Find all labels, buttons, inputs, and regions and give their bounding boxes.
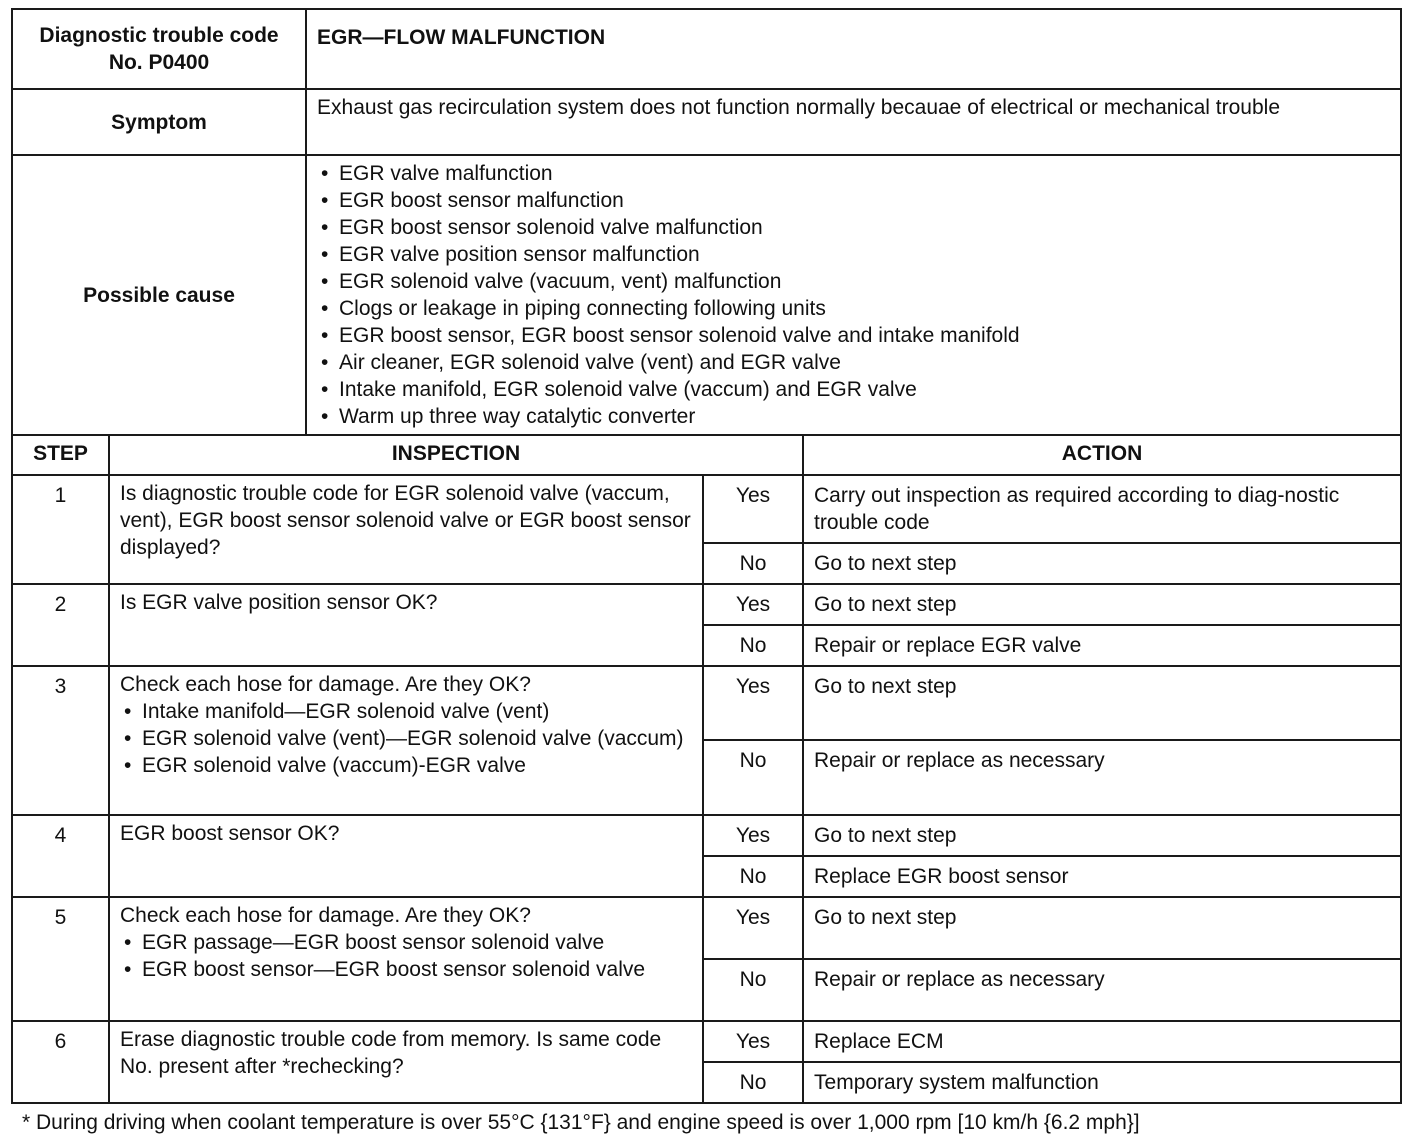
cause-item: • Air cleaner, EGR solenoid valve (vent) and EGR valve xyxy=(317,349,1390,376)
step-inspection: Erase diagnostic trouble code from memory. Is same code No. present after *rechecking? xyxy=(109,1021,703,1103)
yes-label: Yes xyxy=(703,584,803,625)
dtc-label: Diagnostic trouble code No. P0400 xyxy=(12,9,306,89)
no-label: No xyxy=(703,543,803,584)
step-number: 2 xyxy=(12,584,109,666)
no-action: Repair or replace as necessary xyxy=(803,959,1401,1021)
inspection-question: Check each hose for damage. Are they OK? xyxy=(120,904,531,927)
diagnostic-procedure-sheet xyxy=(11,8,1400,1104)
step-number: 4 xyxy=(12,815,109,897)
step-inspection xyxy=(109,666,703,815)
yes-action: Go to next step xyxy=(803,584,1401,625)
footnote: * During driving when coolant temperature is over 55°C {131°F} and engine speed is over 1,000 rpm [10 km/h {6.2 mph}] xyxy=(22,1111,1140,1134)
dtc-row xyxy=(12,9,1401,89)
symptom-row xyxy=(12,89,1401,155)
cause-item: • Intake manifold, EGR solenoid valve (vaccum) and EGR valve xyxy=(317,376,1390,403)
cause-item: • EGR valve position sensor malfunction xyxy=(317,241,1390,268)
step-number: 3 xyxy=(12,666,109,815)
no-label: No xyxy=(703,625,803,666)
cause-item: • EGR boost sensor malfunction xyxy=(317,187,1390,214)
yes-label: Yes xyxy=(703,815,803,856)
no-label: No xyxy=(703,1062,803,1103)
yes-action: Go to next step xyxy=(803,815,1401,856)
yes-label: Yes xyxy=(703,666,803,740)
step-inspection: EGR boost sensor OK? xyxy=(109,815,703,897)
step-row xyxy=(12,815,1401,856)
no-label: No xyxy=(703,856,803,897)
inspection-bullets xyxy=(120,929,692,983)
no-label: No xyxy=(703,740,803,815)
no-action: Repair or replace as necessary xyxy=(803,740,1401,815)
action-column-header: ACTION xyxy=(803,435,1401,475)
step-number: 1 xyxy=(12,475,109,584)
step-number: 6 xyxy=(12,1021,109,1103)
yes-action: Carry out inspection as required according to diag-nostic trouble code xyxy=(803,475,1401,543)
column-header-row xyxy=(12,435,1401,475)
possible-cause-list xyxy=(317,160,1390,430)
yes-action: Go to next step xyxy=(803,897,1401,959)
step-row xyxy=(12,584,1401,625)
step-row xyxy=(12,897,1401,959)
possible-cause-label: Possible cause xyxy=(12,155,306,435)
yes-action: Replace ECM xyxy=(803,1021,1401,1062)
yes-action: Go to next step xyxy=(803,666,1401,740)
yes-label: Yes xyxy=(703,475,803,543)
step-inspection: Is EGR valve position sensor OK? xyxy=(109,584,703,666)
step-row xyxy=(12,475,1401,543)
cause-item: • Warm up three way catalytic converter xyxy=(317,403,1390,430)
inspection-question: Check each hose for damage. Are they OK? xyxy=(120,673,531,696)
step-column-header: STEP xyxy=(12,435,109,475)
cause-item: • EGR boost sensor solenoid valve malfunction xyxy=(317,214,1390,241)
inspection-bullet: • EGR solenoid valve (vent)—EGR solenoid valve (vaccum) xyxy=(120,725,692,752)
inspection-bullets xyxy=(120,698,692,779)
step-inspection: Is diagnostic trouble code for EGR solenoid valve (vaccum, vent), EGR boost sensor solenoid valve or EGR boost sensor displayed? xyxy=(109,475,703,584)
yes-label: Yes xyxy=(703,897,803,959)
inspection-bullet: • EGR passage—EGR boost sensor solenoid valve xyxy=(120,929,692,956)
no-action: Replace EGR boost sensor xyxy=(803,856,1401,897)
cause-item: • EGR solenoid valve (vacuum, vent) malfunction xyxy=(317,268,1390,295)
no-label: No xyxy=(703,959,803,1021)
inspection-column-header: INSPECTION xyxy=(109,435,803,475)
step-inspection xyxy=(109,897,703,1021)
symptom-label: Symptom xyxy=(12,89,306,155)
step-number: 5 xyxy=(12,897,109,1021)
step-row xyxy=(12,666,1401,740)
step-row xyxy=(12,1021,1401,1062)
symptom-text: Exhaust gas recirculation system does not function normally becauae of electrical or mechanical trouble xyxy=(306,89,1401,155)
dtc-title: EGR—FLOW MALFUNCTION xyxy=(306,9,1401,89)
possible-cause-row xyxy=(12,155,1401,435)
cause-item: • Clogs or leakage in piping connecting following units xyxy=(317,295,1390,322)
inspection-bullet: • EGR solenoid valve (vaccum)-EGR valve xyxy=(120,752,692,779)
possible-cause-cell xyxy=(306,155,1401,435)
inspection-bullet: • Intake manifold—EGR solenoid valve (vent) xyxy=(120,698,692,725)
cause-item: • EGR boost sensor, EGR boost sensor solenoid valve and intake manifold xyxy=(317,322,1390,349)
diagnostic-table xyxy=(11,8,1402,1104)
yes-label: Yes xyxy=(703,1021,803,1062)
cause-item: • EGR valve malfunction xyxy=(317,160,1390,187)
no-action: Go to next step xyxy=(803,543,1401,584)
no-action: Temporary system malfunction xyxy=(803,1062,1401,1103)
no-action: Repair or replace EGR valve xyxy=(803,625,1401,666)
inspection-bullet: • EGR boost sensor—EGR boost sensor solenoid valve xyxy=(120,956,692,983)
